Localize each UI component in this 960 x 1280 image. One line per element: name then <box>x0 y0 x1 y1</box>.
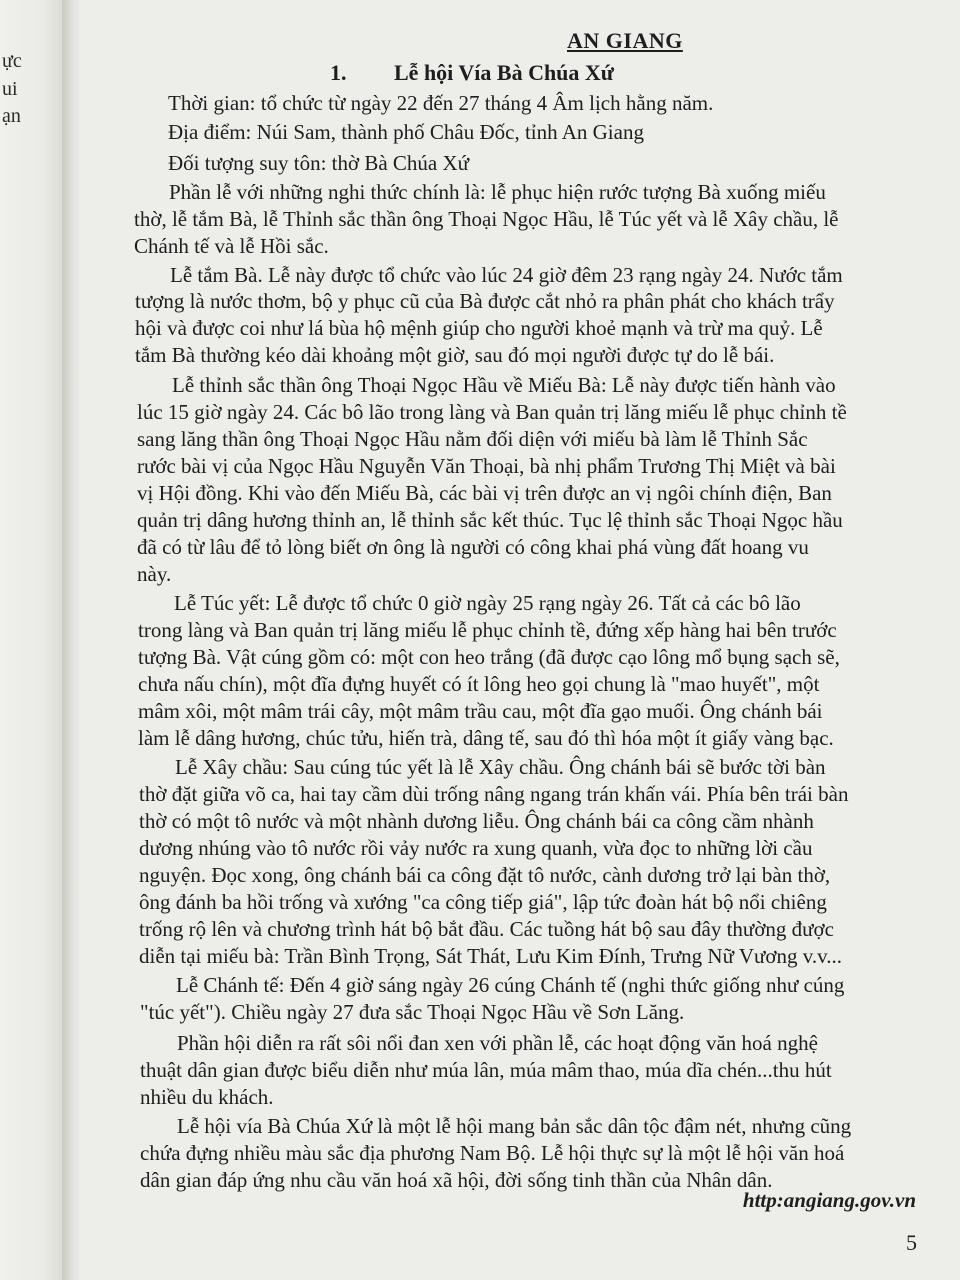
text-line: Phần lễ với những nghi thức chính là: lễ phục hiện rước tượng Bà xuống miếu <box>169 180 826 204</box>
text-line: trống rộ lên và chương trình hát bộ bắt đầu. Các tuồng hát bộ sau đây thường được <box>139 917 834 941</box>
text-line: Lễ Túc yết: Lễ được tổ chức 0 giờ ngày 25 rạng ngày 26. Tất cả các bô lão <box>174 591 801 615</box>
text-line: nguyện. Đọc xong, ông chánh bái ca công đặt tô nước, cành dương trở lại bàn thờ, <box>139 863 831 887</box>
text-line: dân gian đáp ứng nhu cầu văn hoá xã hội, đời sống tinh thần của Nhân dân. <box>140 1168 773 1192</box>
text-line: diễn tại miếu bà: Trần Bình Trọng, Sát Thát, Lưu Kim Đính, Trưng Nữ Vương v.v... <box>139 944 843 968</box>
text-line: "túc yết"). Chiều ngày 27 đưa sắc Thoại Ngọc Hầu về Sơn Lăng. <box>140 1000 685 1024</box>
text-line: Lễ Xây chầu: Sau cúng túc yết là lễ Xây chầu. Ông chánh bái sẽ bước tời bàn <box>175 755 826 779</box>
text-line: tượng Bà. Vật cúng gồm có: một con heo trắng (đã được cạo lông mổ bụng sạch sẽ, <box>138 645 840 669</box>
region-heading: AN GIANG <box>567 28 683 53</box>
text-line: chứa đựng nhiều màu sắc địa phương Nam Bộ. Lễ hội thực sự là một lễ hội văn hoá <box>140 1141 845 1165</box>
text-line: tượng là nước thơm, bộ y phục cũ của Bà được cắt nhỏ ra phân phát cho khách trẩy <box>135 289 835 313</box>
adjacent-page-fragment: ui <box>2 78 18 100</box>
text-line: Phần hội diễn ra rất sôi nổi đan xen với phần lễ, các hoạt động văn hoá nghệ <box>177 1031 818 1055</box>
adjacent-page <box>0 0 63 1280</box>
text-line: đã có từ lâu để tỏ lòng biết ơn ông là người có công khai phá vùng đất hoang vu <box>137 535 809 559</box>
text-line: này. <box>137 562 172 586</box>
text-line: Lễ thỉnh sắc thần ông Thoại Ngọc Hầu về Miếu Bà: Lễ này được tiến hành vào <box>172 373 836 397</box>
text-line: vị Hội đồng. Khi vào đến Miếu Bà, các bài vị trên được an vị ngôi chính điện, Ban <box>137 481 832 505</box>
adjacent-page-fragment: ạn <box>2 105 21 127</box>
text-line: trong làng và Ban quản trị lăng miếu lễ phục chỉnh tề, đứng xếp hàng hai bên trước <box>138 618 837 642</box>
text-line: Lễ Chánh tế: Đến 4 giờ sáng ngày 26 cúng Chánh tế (nghi thức giống như cúng <box>176 973 845 997</box>
text-line: thờ có một tô nước và một nhành dương liễu. Ông chánh bái ca công cầm nhành <box>139 809 814 833</box>
text-line: Lễ tắm Bà. Lễ này được tổ chức vào lúc 24 giờ đêm 23 rạng ngày 24. Nước tắm <box>170 263 843 287</box>
text-line: quản trị dâng hương thỉnh an, lễ thỉnh sắc kết thúc. Tục lệ thỉnh sắc Thoại Ngọc hầu <box>137 508 843 532</box>
source-citation: http:angiang.gov.vn <box>742 1188 916 1212</box>
text-line: Chánh tế và lễ Hồi sắc. <box>134 234 329 258</box>
text-line: thuật dân gian được biểu diễn như múa lân, múa mâm thao, múa dĩa chén...thu hút <box>140 1058 832 1082</box>
text-line: làm lễ dâng hương, chúc tửu, hiến trà, dâng tế, sau đó thì hóa một ít giấy vàng bạc. <box>138 726 834 750</box>
book-gutter <box>62 0 80 1280</box>
text-line: lúc 15 giờ ngày 24. Các bô lão trong làng và Ban quản trị lăng miếu lễ phục chỉnh tề <box>137 400 847 424</box>
text-line: mâm xôi, một mâm trái cây, một mâm trầu cau, một đĩa gạo muối. Ông chánh bái <box>138 699 823 723</box>
section-number: 1. <box>330 60 347 85</box>
page-number: 5 <box>906 1230 917 1255</box>
text-line: rước bài vị của Ngọc Hầu Nguyễn Văn Thoại, bà nhị phẩm Trương Thị Miệt và bài <box>137 454 836 478</box>
adjacent-page-fragment: ực <box>2 50 22 72</box>
text-line: Thời gian: tổ chức từ ngày 22 đến 27 tháng 4 Âm lịch hằng năm. <box>168 91 714 115</box>
text-line: thờ đặt giữa võ ca, hai tay cầm dùi trống nâng ngang trán khấn vái. Phía bên trái bàn <box>139 782 849 806</box>
text-line: Lễ hội vía Bà Chúa Xứ là một lễ hội mang bản sắc dân tộc đậm nét, nhưng cũng <box>177 1114 852 1138</box>
text-line: Địa điểm: Núi Sam, thành phố Châu Đốc, tỉnh An Giang <box>168 120 644 144</box>
section-heading <box>330 60 614 86</box>
text-line: thờ, lễ tắm Bà, lễ Thỉnh sắc thần ông Thoại Ngọc Hầu, lễ Túc yết và lễ Xây chầu, lễ <box>134 207 839 231</box>
text-line: hội và được coi như lá bùa hộ mệnh giúp cho người khoẻ mạnh và trừ ma quỷ. Lễ <box>135 316 823 340</box>
text-line: sang lăng thần ông Thoại Ngọc Hầu nằm đối diện với miếu bà làm lễ Thỉnh Sắc <box>137 427 808 451</box>
text-line: dương nhúng vào tô nước rồi vảy nước ra xung quanh, vừa đọc to những lời cầu <box>139 836 813 860</box>
section-title: Lễ hội Vía Bà Chúa Xứ <box>394 60 615 85</box>
text-line: nhiều du khách. <box>140 1085 274 1109</box>
book-page <box>80 0 960 1280</box>
text-line: chưa nấu chín), một đĩa đựng huyết có ít lông heo gọi chung là "mao huyết", một <box>138 672 820 696</box>
text-line: Đối tượng suy tôn: thờ Bà Chúa Xứ <box>168 151 470 175</box>
text-line: ông đánh ba hồi trống và xướng "ca công tiếp giá", lập tức đoàn hát bộ nổi chiêng <box>139 890 827 914</box>
text-line: tắm Bà thường kéo dài khoảng một giờ, sau đó mọi người được tự do lễ bái. <box>135 343 775 367</box>
